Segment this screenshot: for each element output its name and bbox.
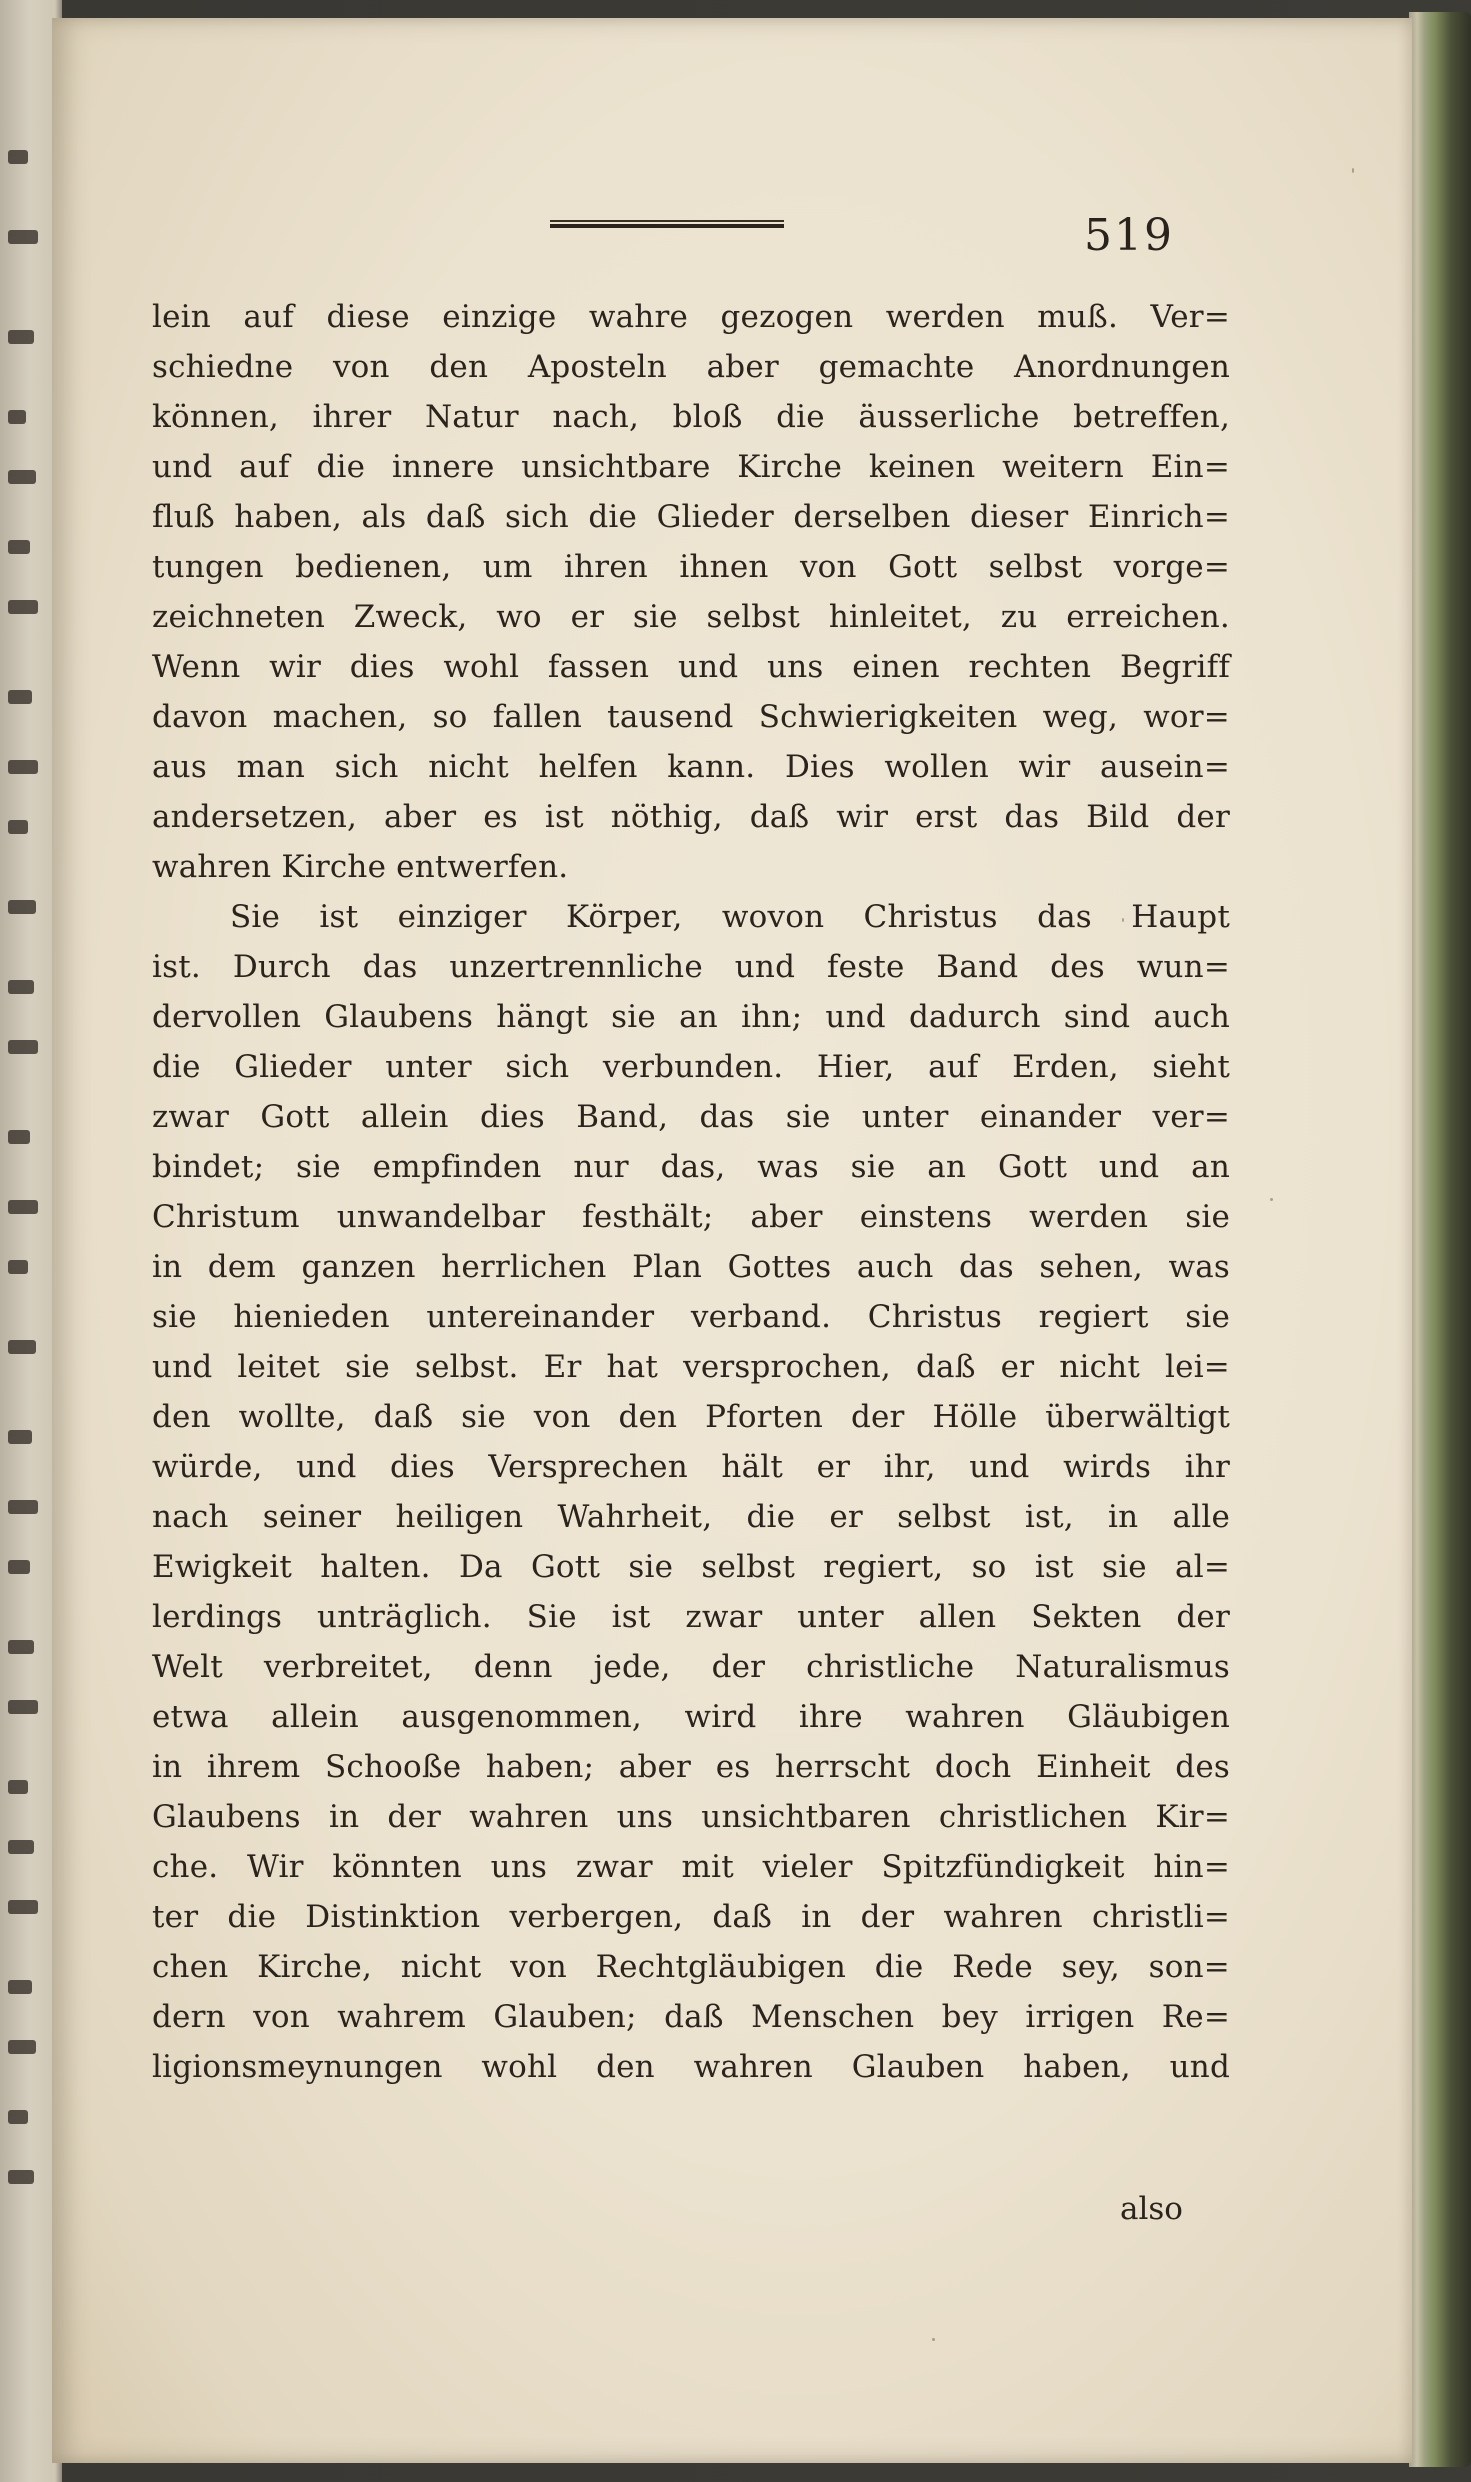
text-line: lerdings unträglich. Sie ist zwar unter allen Sekten der [152, 1599, 1230, 1635]
paper-speck [1122, 918, 1124, 922]
paper-speck [1270, 1198, 1273, 1201]
text-line: etwa allein ausgenommen, wird ihre wahren Gläubigen [152, 1699, 1230, 1735]
text-line: in dem ganzen herrlichen Plan Gottes auch das sehen, was [152, 1249, 1230, 1285]
text-line: tungen bedienen, um ihren ihnen von Gott selbst vorge= [152, 549, 1230, 585]
text-line: dervollen Glaubens hängt sie an ihn; und dadurch sind auch [152, 999, 1230, 1035]
text-line: Wenn wir dies wohl fassen und uns einen rechten Begriff [152, 649, 1230, 685]
text-line: sie hienieden untereinander verband. Christus regiert sie [152, 1299, 1230, 1335]
text-line: chen Kirche, nicht von Rechtgläubigen die Rede sey, son= [152, 1949, 1230, 1985]
text-line: aus man sich nicht helfen kann. Dies wollen wir ausein= [152, 749, 1230, 785]
text-line: fluß haben, als daß sich die Glieder derselben dieser Einrich= [152, 499, 1230, 535]
text-line: den wollte, daß sie von den Pforten der Hölle überwältigt [152, 1399, 1230, 1435]
text-line: Glaubens in der wahren uns unsichtbaren christlichen Kir= [152, 1799, 1230, 1835]
catchword: also [1120, 2191, 1183, 2227]
body-text [152, 292, 1230, 2092]
text-line: können, ihrer Natur nach, bloß die äusserliche betreffen, [152, 399, 1230, 435]
text-line: und leitet sie selbst. Er hat versprochen, daß er nicht lei= [152, 1349, 1230, 1385]
text-line: Welt verbreitet, denn jede, der christliche Naturalismus [152, 1649, 1230, 1685]
text-line: bindet; sie empfinden nur das, was sie an Gott und an [152, 1149, 1230, 1185]
text-line: ligionsmeynungen wohl den wahren Glauben haben, und [152, 2049, 1230, 2085]
text-line: Ewigkeit halten. Da Gott sie selbst regiert, so ist sie al= [152, 1549, 1230, 1585]
text-line: in ihrem Schooße haben; aber es herrscht doch Einheit des [152, 1749, 1230, 1785]
header-rule [550, 220, 784, 228]
text-line: dern von wahrem Glauben; daß Menschen bey irrigen Re= [152, 1999, 1230, 2035]
paper-speck [932, 2338, 935, 2341]
text-line: nach seiner heiligen Wahrheit, die er selbst ist, in alle [152, 1499, 1230, 1535]
text-line: zwar Gott allein dies Band, das sie unter einander ver= [152, 1099, 1230, 1135]
text-line: Sie ist einziger Körper, wovon Christus das Haupt [230, 899, 1230, 935]
text-line: Christum unwandelbar festhält; aber einstens werden sie [152, 1199, 1230, 1235]
text-line: ist. Durch das unzertrennliche und feste Band des wun= [152, 949, 1230, 985]
text-line: würde, und dies Versprechen hält er ihr, und wirds ihr [152, 1449, 1230, 1485]
paper-speck [1352, 168, 1354, 173]
page-number: 519 [1084, 210, 1174, 261]
text-line: davon machen, so fallen tausend Schwierigkeiten weg, wor= [152, 699, 1230, 735]
text-line: wahren Kirche entwerfen. [152, 849, 569, 885]
text-line: und auf die innere unsichtbare Kirche keinen weitern Ein= [152, 449, 1230, 485]
book-page-edges [1409, 12, 1471, 2467]
text-line: ter die Distinktion verbergen, daß in der wahren christli= [152, 1899, 1230, 1935]
text-line: che. Wir könnten uns zwar mit vieler Spitzfündigkeit hin= [152, 1849, 1230, 1885]
text-line: die Glieder unter sich verbunden. Hier, auf Erden, sieht [152, 1049, 1230, 1085]
text-line: zeichneten Zweck, wo er sie selbst hinleitet, zu erreichen. [152, 599, 1230, 635]
book-page [52, 18, 1412, 2463]
text-line: schiedne von den Aposteln aber gemachte Anordnungen [152, 349, 1230, 385]
text-line: andersetzen, aber es ist nöthig, daß wir erst das Bild der [152, 799, 1230, 835]
text-line: lein auf diese einzige wahre gezogen werden muß. Ver= [152, 299, 1230, 335]
